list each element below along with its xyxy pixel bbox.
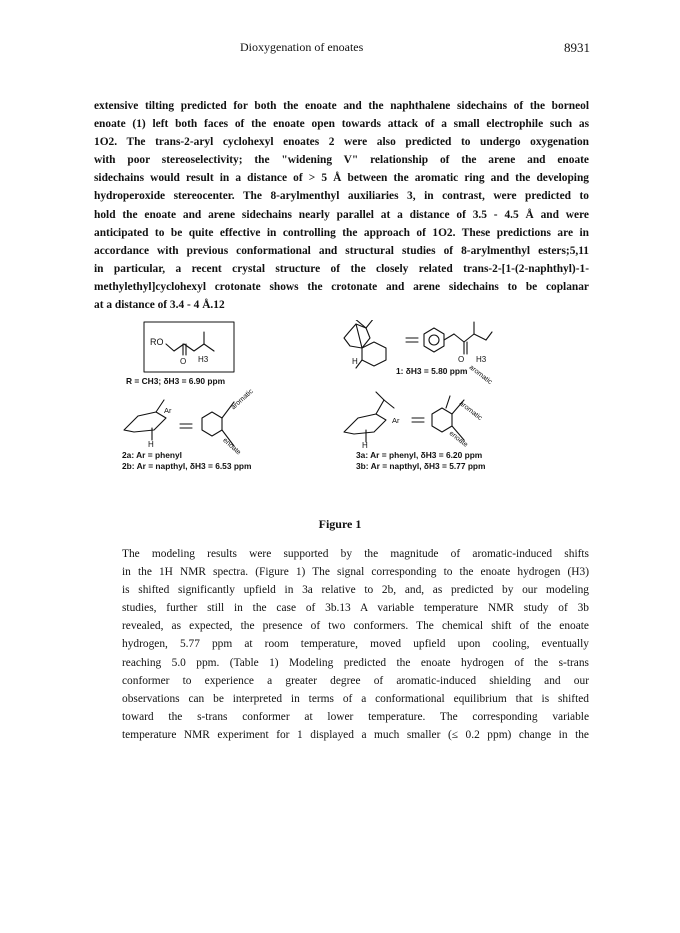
- figure-caption: Figure 1: [318, 517, 362, 531]
- label-h3: H3: [476, 355, 487, 364]
- label-aromatic: aromatic: [467, 364, 494, 387]
- label-aromatic: aromatic: [230, 388, 255, 412]
- structure-3b-label: 3b: Ar = napthyl, δH3 = 5.77 ppm: [356, 461, 486, 471]
- text-line: anticipated to be quite effective in controlling the approach of 1O2. These predictions are in: [94, 226, 589, 239]
- paragraph-2: [94, 545, 589, 744]
- structure-generic-enoate: [144, 322, 234, 372]
- text-line: The modeling results were supported by the magnitude of aromatic-induced shifts: [122, 548, 589, 560]
- running-title: Dioxygenation of enoates: [240, 40, 364, 54]
- page-number: 8931: [564, 40, 590, 55]
- label-ar: Ar: [164, 406, 172, 415]
- text-line: observations can be interpreted in terms of a conformational equilibrium that is shifted: [122, 692, 589, 705]
- text-line: in the 1H NMR spectra. (Figure 1) The signal corresponding to the enoate hydrogen (H3): [122, 566, 589, 579]
- label-h: H: [148, 440, 154, 449]
- text-line: revealed, as expected, the presence of two conformers. The chemical shift of the enoate: [122, 620, 589, 633]
- text-line: toward the s-trans conformer at lower temperature. The corresponding variable: [122, 710, 589, 723]
- label-h: H: [362, 441, 368, 450]
- text-line: hydrogen, 5.77 ppm at room temperature, moved upfield upon cooling, eventually: [122, 638, 589, 651]
- text-line: in particular, a recent crystal structure of the closely related trans-2-[1-(2-naphthyl)-1-: [94, 262, 589, 275]
- label-o: O: [458, 355, 465, 364]
- text-line: sidechains would result in a distance of > 5 Å between the aromatic ring and the developing: [94, 172, 589, 185]
- text-line: temperature NMR experiment for 1 displayed a much smaller (≤ 0.2 ppm) change in the: [122, 728, 589, 741]
- label-ro: RO: [150, 337, 164, 347]
- text-line: enoate (1) left both faces of the enoate open towards attack of a small electrophile such as: [94, 118, 589, 131]
- label-h3: H3: [198, 355, 209, 364]
- text-line: conformer to experience a greater degree of aromatic-induced shielding and our: [122, 674, 589, 687]
- structure-2-aryl-cyclohexyl: [124, 400, 234, 446]
- structure-a-label: R = CH3; δH3 = 6.90 ppm: [126, 376, 226, 386]
- label-aromatic: aromatic: [457, 400, 484, 423]
- text-line: 1O2. The trans-2-aryl cyclohexyl enoates 2 were also predicted to undergo oxygenation: [94, 136, 589, 149]
- structure-1-label: 1: δH3 = 5.80 ppm: [396, 366, 468, 376]
- text-line: with poor stereoselectivity; the "widening V" relationship of the arene and enoate: [94, 154, 589, 167]
- structure-3a-label: 3a: Ar = phenyl, δH3 = 6.20 ppm: [356, 450, 483, 460]
- page-header: [0, 40, 680, 58]
- text-line: accordance with previous conformational and structural studies of 8-arylmenthyl esters;5,11: [94, 244, 589, 257]
- figure-1: [94, 320, 589, 490]
- structure-3-arylmenthyl: [344, 392, 464, 442]
- text-line: extensive tilting predicted for both the enoate and the naphthalene sidechains of the borneol: [94, 100, 589, 112]
- label-o: O: [180, 357, 187, 366]
- label-enoate: enoate: [447, 430, 469, 449]
- label-ar: Ar: [392, 416, 400, 425]
- text-line: studies, further still in the case of 3b.13 A variable temperature NMR study of 3b: [122, 602, 589, 615]
- text-line: reaching 5.0 ppm. (Table 1) Modeling predicted the enoate hydrogen of the s-trans: [122, 656, 589, 669]
- structure-1-borneol-enoate: [344, 320, 492, 368]
- text-line: is shifted significantly upfield in 3a relative to 2b, and, as predicted by our modeling: [122, 584, 589, 597]
- structure-2b-label: 2b: Ar = napthyl, δH3 = 6.53 ppm: [122, 461, 252, 471]
- text-line: methylethyl]cyclohexyl crotonate shows the crotonate and arene sidechains to be coplanar: [94, 280, 589, 293]
- text-line: hold the enoate and arene sidechains nearly parallel at a distance of 3.5 - 4.5 Å and were: [94, 208, 589, 221]
- label-enoate: enoate: [221, 437, 242, 457]
- text-line: hydroperoxide stereocenter. The 8-arylmenthyl auxiliaries 3, in contrast, were predicted to: [94, 190, 589, 203]
- structure-2a-label: 2a: Ar = phenyl: [122, 450, 182, 460]
- label-h: H: [352, 357, 358, 366]
- text-line: at a distance of 3.4 - 4 Å.12: [94, 299, 225, 312]
- paragraph-1: [94, 97, 589, 314]
